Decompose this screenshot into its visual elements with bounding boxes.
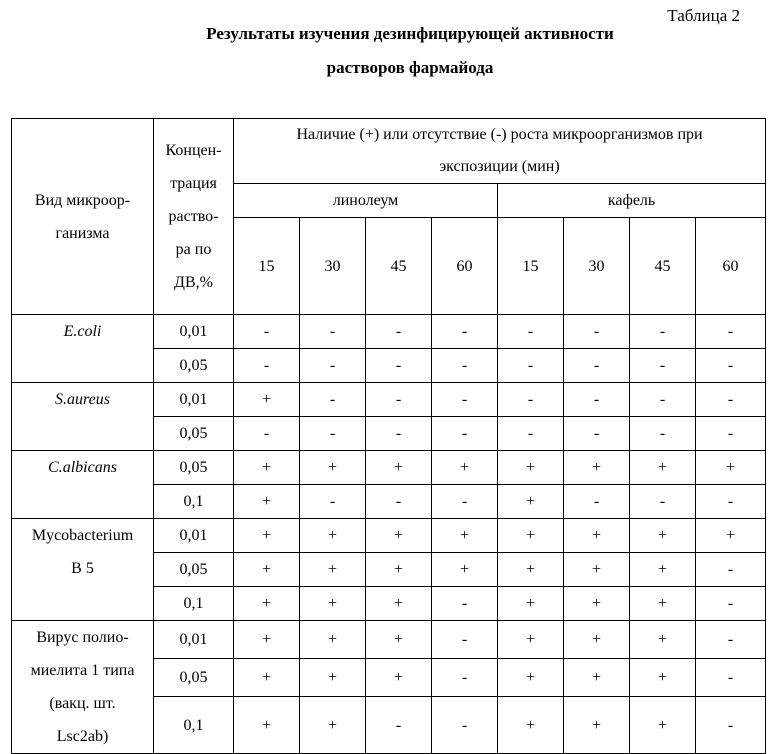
- growth-result-cell: +: [300, 621, 366, 659]
- organism-cell: [12, 519, 154, 621]
- growth-result-cell: -: [498, 349, 564, 383]
- growth-result-cell: +: [696, 519, 766, 553]
- growth-result-cell: -: [498, 315, 564, 349]
- time-header: 45: [630, 218, 696, 315]
- growth-result-cell: +: [234, 383, 300, 417]
- growth-result-cell: +: [498, 451, 564, 485]
- growth-result-cell: +: [498, 553, 564, 587]
- presence-header: [234, 119, 766, 184]
- growth-result-cell: -: [300, 417, 366, 451]
- growth-result-cell: +: [432, 553, 498, 587]
- growth-result-cell: -: [696, 659, 766, 697]
- growth-result-cell: -: [498, 417, 564, 451]
- concentration-cell: 0,01: [154, 621, 234, 659]
- growth-result-cell: +: [234, 519, 300, 553]
- growth-result-cell: -: [432, 417, 498, 451]
- growth-result-cell: +: [432, 451, 498, 485]
- growth-result-cell: -: [366, 349, 432, 383]
- organism-name-line: S.aureus: [55, 391, 110, 408]
- growth-result-cell: -: [300, 485, 366, 519]
- table-label: Таблица 2: [667, 6, 740, 25]
- concentration-cell: 0,05: [154, 451, 234, 485]
- growth-result-cell: -: [696, 315, 766, 349]
- growth-result-cell: +: [564, 659, 630, 697]
- growth-result-cell: -: [234, 315, 300, 349]
- growth-result-cell: +: [366, 659, 432, 697]
- conc-header-line: Концен-: [165, 142, 222, 159]
- growth-result-cell: -: [630, 315, 696, 349]
- table-row: [12, 383, 766, 417]
- growth-result-cell: +: [432, 519, 498, 553]
- growth-result-cell: +: [498, 621, 564, 659]
- organism-name-line: Lsc2ab): [56, 728, 109, 745]
- growth-result-cell: +: [366, 553, 432, 587]
- time-header: 15: [234, 218, 300, 315]
- growth-result-cell: +: [498, 485, 564, 519]
- growth-result-cell: +: [366, 621, 432, 659]
- growth-result-cell: +: [630, 519, 696, 553]
- growth-result-cell: -: [366, 315, 432, 349]
- concentration-cell: 0,1: [154, 697, 234, 754]
- growth-result-cell: +: [234, 587, 300, 621]
- growth-result-cell: +: [630, 659, 696, 697]
- concentration-cell: 0,05: [154, 659, 234, 697]
- growth-result-cell: +: [300, 587, 366, 621]
- growth-result-cell: -: [432, 621, 498, 659]
- concentration-cell: 0,01: [154, 519, 234, 553]
- presence-header-line2: экспозиции (мин): [439, 158, 560, 175]
- time-header: 60: [432, 218, 498, 315]
- growth-result-cell: -: [432, 485, 498, 519]
- growth-result-cell: -: [630, 349, 696, 383]
- organism-cell: [12, 315, 154, 383]
- organism-cell: [12, 383, 154, 451]
- time-header: 45: [366, 218, 432, 315]
- organism-name-line: C.albicans: [48, 459, 117, 476]
- growth-result-cell: -: [564, 417, 630, 451]
- growth-result-cell: -: [432, 315, 498, 349]
- growth-result-cell: +: [234, 621, 300, 659]
- conc-header-line: ДВ,%: [174, 274, 213, 291]
- organism-cell: [12, 451, 154, 519]
- growth-result-cell: -: [564, 383, 630, 417]
- growth-result-cell: -: [366, 485, 432, 519]
- growth-result-cell: -: [696, 349, 766, 383]
- time-header: 15: [498, 218, 564, 315]
- surface-tile-header: кафель: [498, 184, 766, 218]
- organism-name-line: Mycobacterium: [31, 527, 134, 544]
- results-table: [11, 118, 766, 754]
- table-row: [12, 315, 766, 349]
- table-row: [12, 621, 766, 659]
- growth-result-cell: -: [432, 697, 498, 754]
- growth-result-cell: -: [630, 383, 696, 417]
- growth-result-cell: +: [498, 519, 564, 553]
- concentration-cell: 0,1: [154, 587, 234, 621]
- presence-header-line1: Наличие (+) или отсутствие (-) роста микроорганизмов при: [296, 126, 703, 143]
- growth-result-cell: +: [300, 553, 366, 587]
- organism-header-line1: Вид микроор-: [34, 191, 131, 209]
- growth-result-cell: +: [234, 451, 300, 485]
- growth-result-cell: -: [234, 417, 300, 451]
- growth-result-cell: +: [630, 621, 696, 659]
- growth-result-cell: -: [564, 349, 630, 383]
- growth-result-cell: +: [696, 451, 766, 485]
- growth-result-cell: +: [234, 697, 300, 754]
- table-title-line2: растворов фармайода: [326, 58, 494, 77]
- growth-result-cell: +: [564, 451, 630, 485]
- surface-linoleum-header: линолеум: [234, 184, 498, 218]
- concentration-cell: 0,05: [154, 417, 234, 451]
- growth-result-cell: +: [234, 485, 300, 519]
- growth-result-cell: +: [300, 451, 366, 485]
- growth-result-cell: +: [234, 659, 300, 697]
- growth-result-cell: -: [300, 383, 366, 417]
- growth-result-cell: -: [564, 485, 630, 519]
- growth-result-cell: -: [234, 349, 300, 383]
- growth-result-cell: +: [630, 451, 696, 485]
- growth-result-cell: +: [630, 587, 696, 621]
- conc-header-line: трация: [170, 175, 217, 192]
- growth-result-cell: +: [564, 553, 630, 587]
- growth-result-cell: +: [498, 659, 564, 697]
- concentration-cell: 0,05: [154, 349, 234, 383]
- growth-result-cell: +: [564, 587, 630, 621]
- concentration-cell: 0,05: [154, 553, 234, 587]
- growth-result-cell: +: [564, 519, 630, 553]
- growth-result-cell: -: [432, 659, 498, 697]
- growth-result-cell: -: [696, 553, 766, 587]
- growth-result-cell: -: [300, 349, 366, 383]
- growth-result-cell: +: [498, 587, 564, 621]
- growth-result-cell: +: [498, 697, 564, 754]
- organism-cell: [12, 621, 154, 754]
- organism-header-line2: ганизма: [55, 224, 110, 242]
- growth-result-cell: +: [366, 519, 432, 553]
- growth-result-cell: +: [234, 553, 300, 587]
- growth-result-cell: -: [696, 383, 766, 417]
- organism-header: [12, 119, 154, 315]
- time-header: 60: [696, 218, 766, 315]
- growth-result-cell: +: [564, 697, 630, 754]
- growth-result-cell: -: [696, 621, 766, 659]
- table-row: [12, 519, 766, 553]
- organism-name-line: Вирус полио-: [36, 629, 129, 646]
- organism-name-line: миелита 1 типа: [30, 662, 135, 679]
- concentration-cell: 0,01: [154, 315, 234, 349]
- growth-result-cell: -: [696, 587, 766, 621]
- table-title-line1: Результаты изучения дезинфицирующей активности: [206, 24, 614, 43]
- growth-result-cell: -: [432, 383, 498, 417]
- growth-result-cell: +: [300, 519, 366, 553]
- time-header: 30: [564, 218, 630, 315]
- growth-result-cell: -: [696, 485, 766, 519]
- growth-result-cell: -: [366, 697, 432, 754]
- growth-result-cell: +: [564, 621, 630, 659]
- growth-result-cell: +: [366, 587, 432, 621]
- organism-name-line: (вакц. шт.: [49, 695, 116, 712]
- growth-result-cell: +: [300, 697, 366, 754]
- growth-result-cell: -: [630, 417, 696, 451]
- concentration-cell: 0,01: [154, 383, 234, 417]
- growth-result-cell: +: [300, 659, 366, 697]
- growth-result-cell: -: [564, 315, 630, 349]
- growth-result-cell: -: [630, 485, 696, 519]
- growth-result-cell: +: [630, 697, 696, 754]
- growth-result-cell: -: [696, 417, 766, 451]
- time-header: 30: [300, 218, 366, 315]
- organism-name-line: В 5: [71, 560, 94, 577]
- growth-result-cell: +: [366, 451, 432, 485]
- growth-result-cell: -: [498, 383, 564, 417]
- organism-name-line: E.coli: [63, 323, 102, 340]
- conc-header-line: ра по: [175, 241, 212, 258]
- growth-result-cell: -: [366, 383, 432, 417]
- growth-result-cell: -: [432, 587, 498, 621]
- table-row: [12, 451, 766, 485]
- growth-result-cell: +: [630, 553, 696, 587]
- growth-result-cell: -: [696, 697, 766, 754]
- growth-result-cell: -: [432, 349, 498, 383]
- concentration-header: [154, 119, 234, 315]
- concentration-cell: 0,1: [154, 485, 234, 519]
- conc-header-line: раство-: [168, 208, 219, 225]
- growth-result-cell: -: [300, 315, 366, 349]
- growth-result-cell: -: [366, 417, 432, 451]
